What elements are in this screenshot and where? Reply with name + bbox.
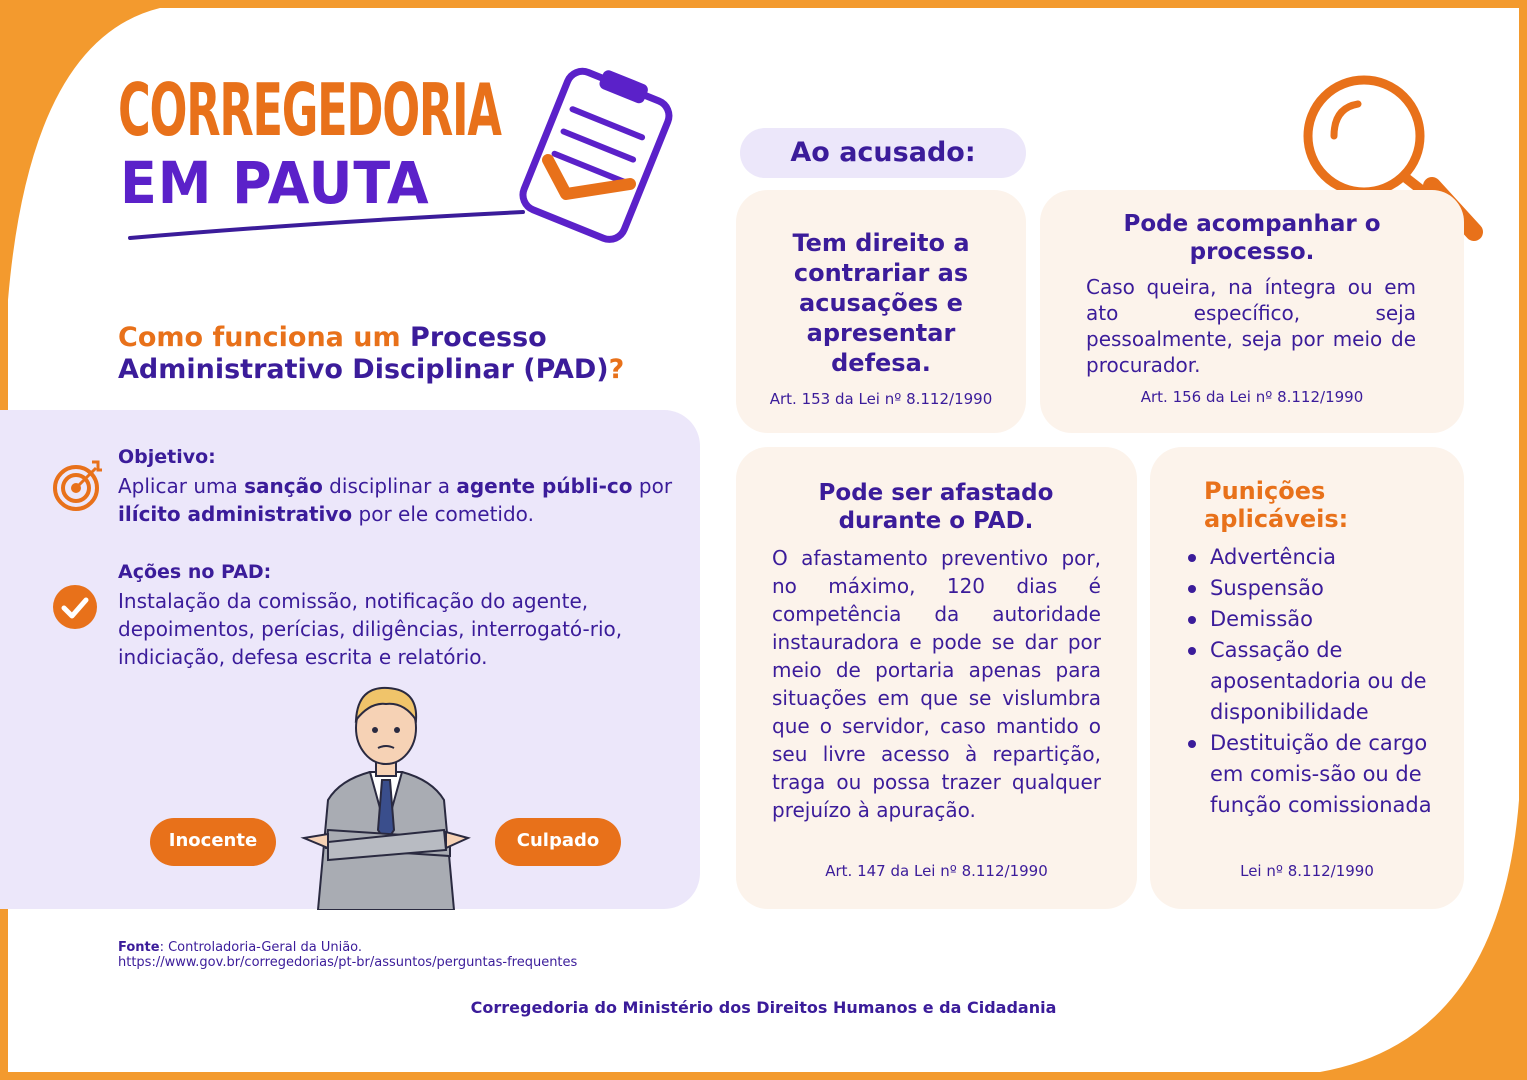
acusado-tag-text: Ao acusado: bbox=[790, 137, 976, 168]
objetivo-b2: agente públi-co bbox=[456, 474, 633, 498]
logo-line2: EM PAUTA bbox=[120, 149, 430, 217]
heading-part1: Como funciona um bbox=[118, 322, 411, 353]
footer-text: Corregedoria do Ministério dos Direitos Humanos e da Cidadania bbox=[470, 998, 1057, 1017]
card4-ref: Lei nº 8.112/1990 bbox=[1240, 862, 1374, 880]
clipboard-check-icon bbox=[118, 52, 678, 252]
card-acompanhar-processo bbox=[1040, 190, 1464, 433]
logo-line1: CORREGEDORIA bbox=[118, 68, 501, 152]
inocente-button[interactable]: Inocente bbox=[150, 818, 276, 866]
objetivo-text bbox=[118, 472, 678, 528]
card2-body: Caso queira, na íntegra ou em ato específico, seja pessoalmente, seja por meio de procurador. bbox=[1086, 275, 1416, 377]
punicao-item: Suspensão bbox=[1186, 573, 1456, 604]
person-arms-crossed-illustration bbox=[300, 680, 472, 910]
objetivo-b1: sanção bbox=[244, 474, 323, 498]
objetivo-t1: Aplicar uma bbox=[118, 474, 245, 498]
card3-body: O afastamento preventivo por, no máximo, 120 dias é competência da autoridade instauradora e pode se dar por meio de portaria apenas para situações em que se vislumbra que o servidor, caso mantido o seu livre acesso à repartição, traga ou possa trazer qualquer prejuízo à apuração. bbox=[772, 546, 1101, 822]
punicao-item: Destituição de cargo em comis-são ou de função comissionada bbox=[1186, 728, 1456, 821]
card3-title: Pode ser afastado durante o PAD. bbox=[818, 480, 1054, 534]
fonte-text: : Controladoria-Geral da União. bbox=[159, 940, 363, 955]
page-heading bbox=[118, 322, 708, 386]
fonte-url[interactable]: https://www.gov.br/corregedorias/pt-br/assuntos/perguntas-frequentes bbox=[118, 955, 578, 970]
objetivo-t4: por ele cometido. bbox=[352, 502, 534, 526]
acusado-tag bbox=[740, 128, 1026, 178]
card-punicoes bbox=[1150, 447, 1464, 909]
acoes-label: Ações no PAD: bbox=[118, 561, 272, 583]
fonte-label: Fonte bbox=[118, 940, 160, 955]
heading-part2: Processo Administrativo Disciplinar (PAD) bbox=[118, 322, 609, 385]
punicoes-list bbox=[1186, 542, 1456, 821]
card1-title: Tem direito a contrariar as acusações e apresentar defesa. bbox=[792, 229, 970, 377]
punicao-item: Cassação de aposentadoria ou de disponibilidade bbox=[1186, 635, 1456, 728]
card-direito-defesa bbox=[736, 190, 1026, 433]
objetivo-t3: por bbox=[632, 474, 673, 498]
card3-ref: Art. 147 da Lei nº 8.112/1990 bbox=[825, 862, 1048, 880]
check-circle-icon bbox=[52, 584, 98, 630]
target-icon bbox=[52, 458, 104, 514]
fonte bbox=[118, 940, 718, 970]
objetivo-b3: ilícito administrativo bbox=[118, 502, 353, 526]
logo bbox=[118, 68, 678, 252]
punicao-item: Advertência bbox=[1186, 542, 1456, 573]
card2-ref: Art. 156 da Lei nº 8.112/1990 bbox=[1140, 388, 1364, 406]
objetivo-label: Objetivo: bbox=[118, 446, 216, 468]
card-afastamento bbox=[736, 447, 1137, 909]
acoes-text: Instalação da comissão, notificação do agente, depoimentos, perícias, diligências, interrogató-rio, indiciação, defesa escrita e relatório. bbox=[118, 589, 623, 669]
objetivo-t2: disciplinar a bbox=[322, 474, 457, 498]
card2-title: Pode acompanhar o processo. bbox=[1123, 211, 1381, 265]
punicao-item: Demissão bbox=[1186, 604, 1456, 635]
card1-ref: Art. 153 da Lei nº 8.112/1990 bbox=[769, 390, 993, 408]
heading-part3: ? bbox=[608, 354, 625, 385]
culpado-button[interactable]: Culpado bbox=[495, 818, 621, 866]
card4-title: Punições aplicáveis: bbox=[1204, 477, 1349, 533]
